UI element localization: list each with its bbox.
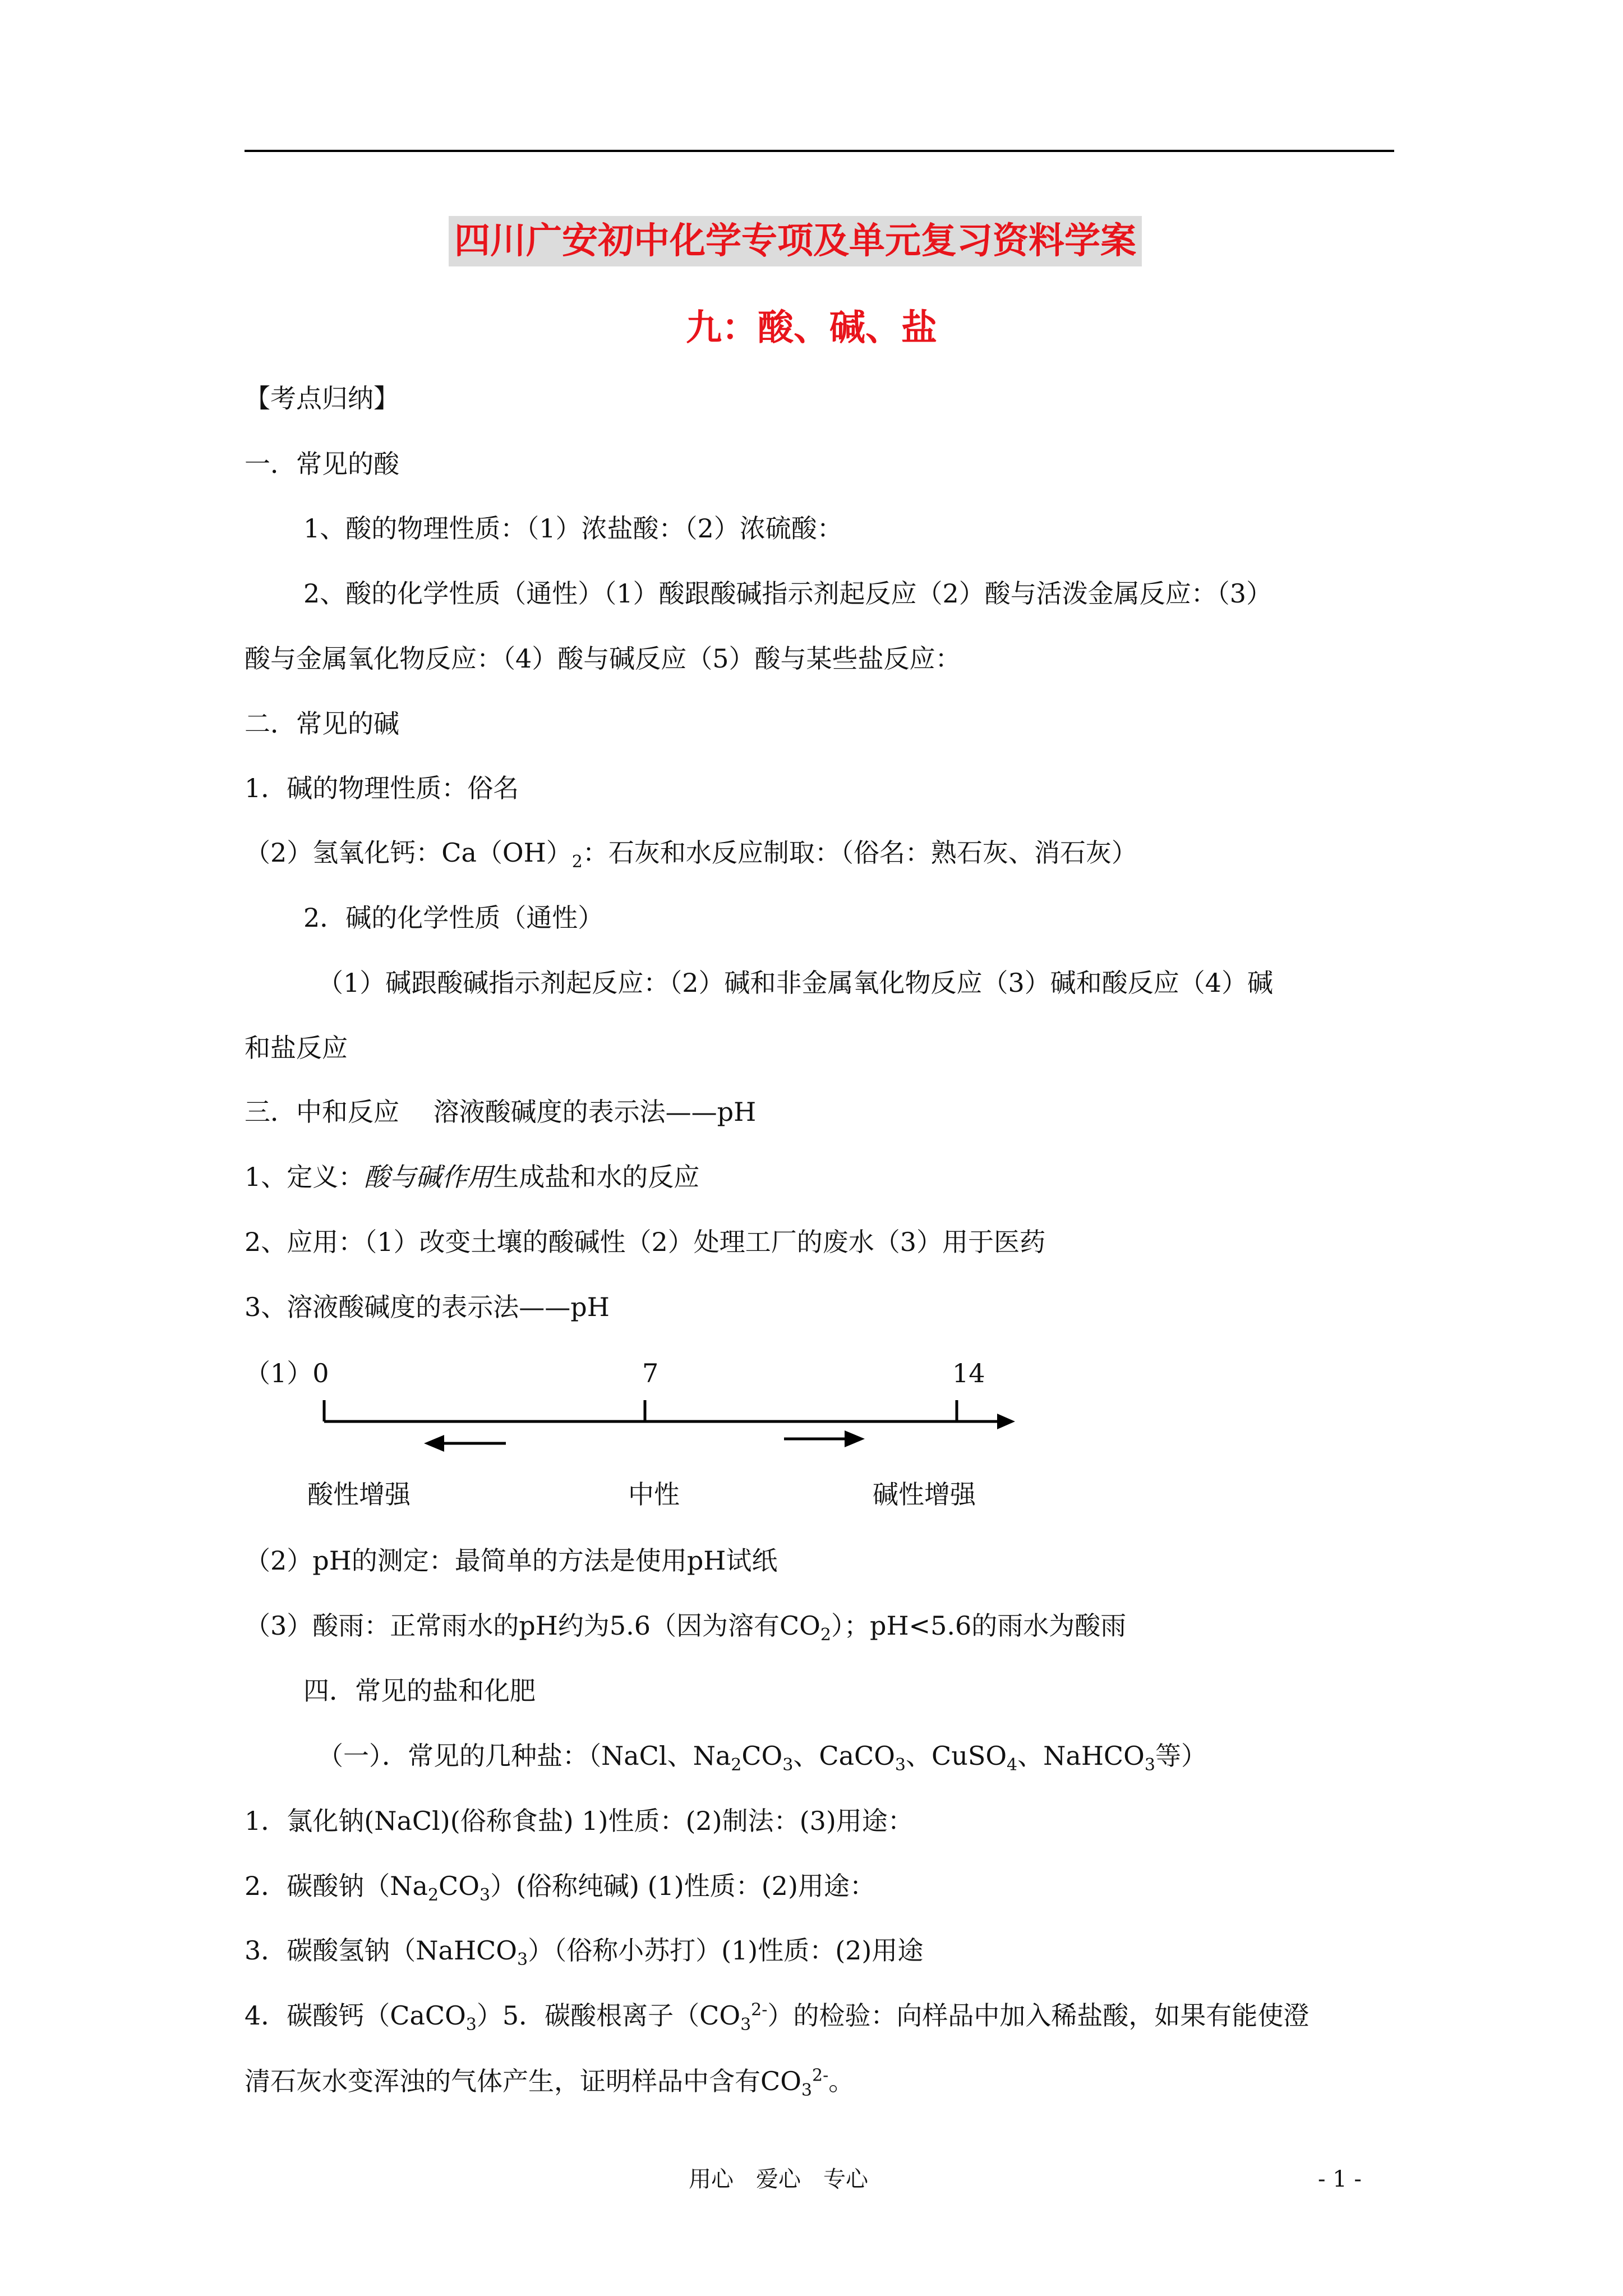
text-line: 2．碳酸钠$(Na_2CO_3)$(俗称纯碱) (1)性质：(2)用途：: [245, 1871, 875, 1906]
section-heading-bases: 二．常见的碱: [245, 708, 399, 739]
ph-scale-mid-label: 7: [642, 1358, 659, 1388]
section-heading-summary: 【考点归纳】: [245, 383, 399, 413]
text-line: （一）．常见的几种盐：（NaCl、$Na_2CO_3$、CaCO$_3$、CuSO$_4$、NaHCO$_3$等）: [317, 1741, 1207, 1775]
text-line: 1、定义：酸与碱作用生成盐和水的反应: [245, 1162, 700, 1192]
text-line: 1．氯化钠(NaCl)(俗称食盐) 1)性质：(2)制法：(3)用途：: [245, 1806, 914, 1836]
ph-acidic-label: 酸性增强: [307, 1479, 411, 1510]
ph-neutral-label: 中性: [628, 1479, 680, 1510]
page-number: - 1 -: [1318, 2166, 1362, 2192]
footer-motto: 用心 爱心 专心: [689, 2166, 868, 2192]
text-line: 1．碱的物理性质：俗名: [245, 773, 519, 803]
section-heading-neutralization: 三．中和反应 溶液酸碱度的表示法——pH: [245, 1097, 757, 1127]
text-line: （1）碱跟酸碱指示剂起反应：（2）碱和非金属氧化物反应（3）碱和酸反应（4）碱: [317, 968, 1274, 998]
text-line: 清石灰水变浑浊的气体产生，证明样品中含有$CO_3^{2-}$。: [245, 2065, 855, 2101]
text-line: 2、应用：（1）改变土壤的酸碱性（2）处理工厂的废水（3）用于医药: [245, 1227, 1046, 1257]
text-line: 3、溶液酸碱度的表示法——pH: [245, 1292, 610, 1322]
chapter-title: 九：酸、碱、盐: [686, 307, 937, 349]
section-heading-salts: 四．常见的盐和化肥: [303, 1676, 536, 1706]
text-line: 4．碳酸钙（CaCO$_3$）5．碳酸根离子$(CO_3^{2-})$的检验：向样品中加入稀盐酸，如果有能使澄: [245, 2000, 1310, 2035]
ph-scale-start-label: （1）0: [245, 1358, 329, 1388]
text-line: 1、酸的物理性质：（1）浓盐酸：（2）浓硫酸：: [303, 513, 843, 544]
text-line: （2）pH的测定：最简单的方法是使用pH试纸: [245, 1545, 778, 1576]
ph-basic-label: 碱性增强: [873, 1479, 976, 1510]
document-title: 四川广安初中化学专项及单元复习资料学案: [449, 216, 1142, 266]
text-line: 和盐反应: [245, 1033, 348, 1063]
text-line: 2．碱的化学性质（通性）: [303, 903, 604, 933]
text-line: 3．碳酸氢钠（NaHCO$_3$）（俗称小苏打）(1)性质：(2)用途: [245, 1935, 924, 1970]
section-heading-acids: 一．常见的酸: [245, 449, 399, 479]
text-line: 酸与金属氧化物反应：（4）酸与碱反应（5）酸与某些盐反应：: [245, 643, 961, 674]
ph-scale-end-label: 14: [952, 1358, 985, 1388]
text-line: （3）酸雨：正常雨水的pH约为5.6（因为溶有$CO_2$）；pH<5.6的雨水为酸雨: [245, 1611, 1127, 1645]
text-line: （2）氢氧化钙：$Ca(OH)_2$：石灰和水反应制取：（俗名：熟石灰、消石灰）: [245, 838, 1137, 872]
text-line: 2、酸的化学性质（通性）（1）酸跟酸碱指示剂起反应（2）酸与活泼金属反应：（3）: [303, 578, 1272, 609]
